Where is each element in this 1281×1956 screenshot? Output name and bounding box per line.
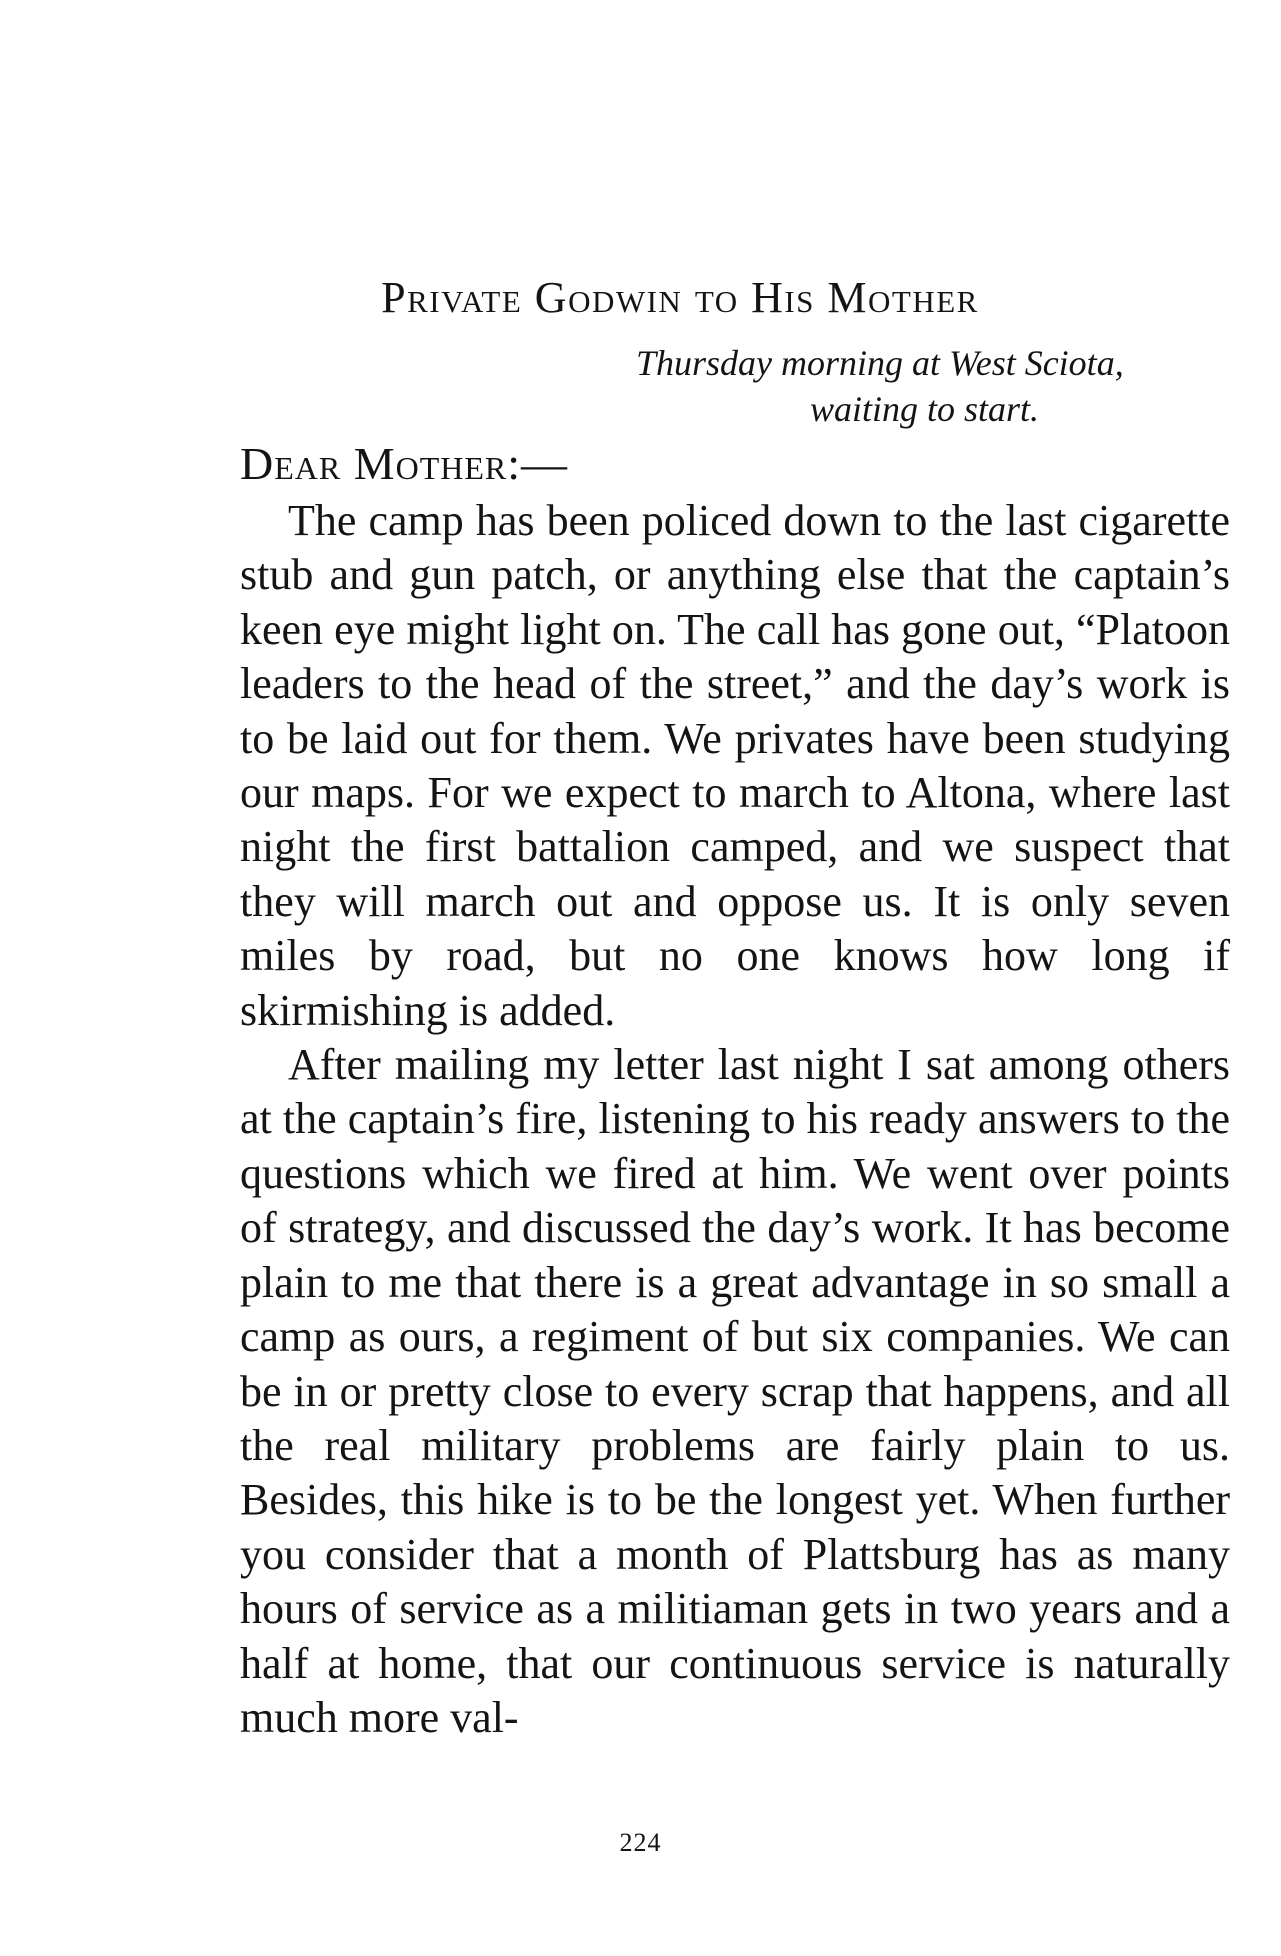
paragraph-2: After mailing my letter last night I sat among others at the captain’s fire, listening to his ready answers to the questions which we fired at him. We went over points of strategy, and discussed the day’s work. It has become plain to me that there is a great advantage in so small a camp as ours, a regiment of but six companies. We can be in or pretty close to every scrap that happens, and all the real military problems are fairly plain to us. Besides, this hike is to be the longest yet. When further you consider that a month of Plattsburg has as many hours of service as a militiaman gets in two years and a half at home, that our continuous service is naturally much more val- [240,1040,1230,1742]
letter-body [240,494,1230,1745]
dateline-line-2: waiting to start. [810,389,1040,429]
letter-title: Private Godwin to His Mother [381,273,979,322]
salutation: Dear Mother:— [240,438,569,489]
paragraph-1: The camp has been policed down to the last cigarette stub and gun patch, or anything else that the captain’s keen eye might light on. The call has gone out, “Platoon leaders to the head of the street,” and the day’s work is to be laid out for them. We privates have been studying our maps. For we expect to march to Altona, where last night the first battalion camped, and we suspect that they will march out and oppose us. It is only seven miles by road, but no one knows how long if skirmishing is added. [240,496,1230,1035]
page-number: 224 [619,1828,662,1857]
dateline-line-1: Thursday morning at West Sciota, [636,343,1124,383]
